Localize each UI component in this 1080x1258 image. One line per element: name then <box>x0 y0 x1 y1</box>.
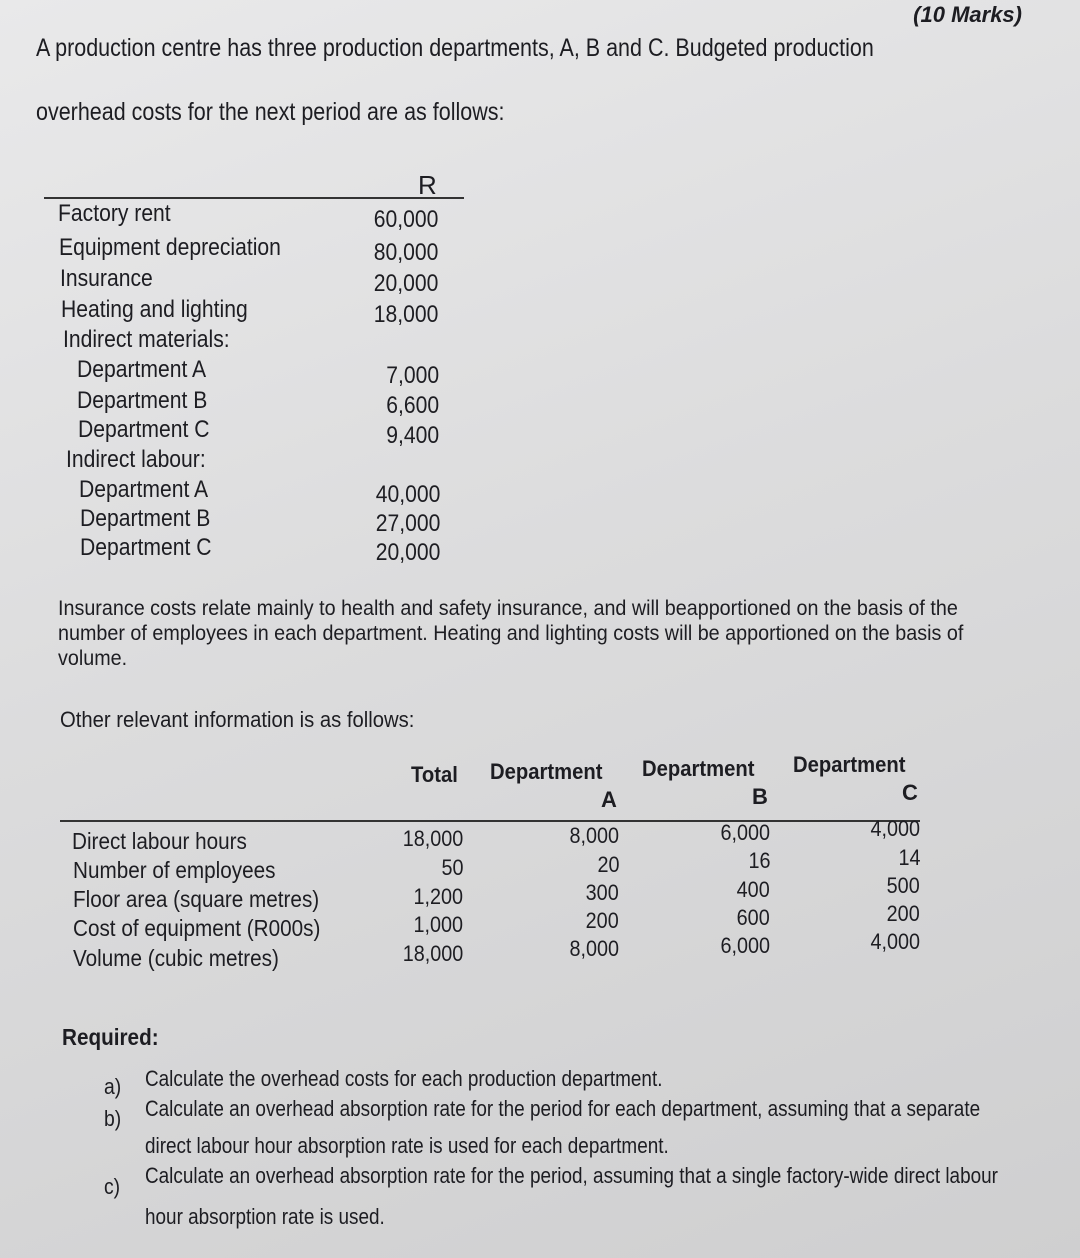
header-dept-c: Department <box>793 752 906 777</box>
cell-total: 50 <box>440 855 463 880</box>
row-label: Floor area (square metres) <box>73 886 320 912</box>
cost-row-value: 9,400 <box>386 422 439 449</box>
cell-total: 1,200 <box>413 884 463 909</box>
cell-dept-c: 14 <box>897 845 920 870</box>
cost-row-label: Department A <box>77 356 207 383</box>
cost-row-value: 27,000 <box>375 510 440 537</box>
cost-row-label: Department B <box>80 505 211 532</box>
required-heading: Required: <box>62 1024 159 1050</box>
cell-total: 1,000 <box>413 912 463 937</box>
row-label: Number of employees <box>73 857 276 883</box>
header-total: Total <box>411 762 458 787</box>
header-dept-a: Department <box>490 759 603 784</box>
cost-row-label: Heating and lighting <box>61 296 248 323</box>
cost-row-value: 20,000 <box>375 539 440 566</box>
cell-dept-a: 200 <box>585 908 619 933</box>
cell-dept-a: 8,000 <box>569 823 619 848</box>
cost-currency-header: R <box>418 170 437 200</box>
cost-table-rule <box>44 197 464 199</box>
cost-row-label: Insurance <box>60 265 153 292</box>
cell-dept-b: 600 <box>736 905 770 930</box>
header-dept-a-letter: A <box>601 787 617 812</box>
cell-dept-c: 500 <box>886 873 920 898</box>
cost-row-label: Department C <box>78 416 210 443</box>
cell-dept-a: 8,000 <box>569 936 619 961</box>
row-label: Cost of equipment (R000s) <box>73 915 321 941</box>
cell-dept-b: 16 <box>747 848 770 873</box>
cell-dept-a: 300 <box>585 880 619 905</box>
required-item-text: Calculate an overhead absorption rate for the period, assuming that a single factory-wide direct labour <box>145 1163 998 1188</box>
cost-row-value: 18,000 <box>373 301 438 328</box>
cost-row-value: 40,000 <box>375 481 440 508</box>
required-item-letter: c) <box>104 1174 121 1199</box>
required-item-letter: b) <box>104 1106 122 1131</box>
cost-row-value: 6,600 <box>386 392 439 419</box>
cell-dept-c: 4,000 <box>870 816 920 841</box>
intro-line-2: overhead costs for the next period are as follows: <box>36 98 505 126</box>
cell-dept-c: 4,000 <box>870 929 920 954</box>
cost-row-value: 80,000 <box>373 239 438 266</box>
header-dept-b: Department <box>642 756 755 781</box>
cell-total: 18,000 <box>402 941 463 966</box>
cost-row-label: Factory rent <box>58 200 171 227</box>
cost-row-label: Equipment depreciation <box>59 234 281 261</box>
cell-dept-b: 400 <box>736 877 770 902</box>
cost-row-label: Indirect labour: <box>66 446 206 473</box>
cost-row-label: Indirect materials: <box>63 326 230 353</box>
cost-row-label: Department C <box>80 534 212 561</box>
marks-label: (10 Marks) <box>913 2 1022 27</box>
required-item-text: direct labour hour absorption rate is used for each department. <box>145 1133 669 1158</box>
other-info-heading: Other relevant information is as follows: <box>60 707 415 732</box>
cost-row-value: 20,000 <box>373 270 438 297</box>
cost-row-value: 60,000 <box>373 206 438 233</box>
cost-row-label: Department B <box>77 387 208 414</box>
cell-total: 18,000 <box>402 826 463 851</box>
row-label: Volume (cubic metres) <box>73 945 279 971</box>
required-item-text: Calculate the overhead costs for each production department. <box>145 1066 663 1091</box>
header-dept-b-letter: B <box>752 784 768 809</box>
cost-row-label: Department A <box>79 476 209 503</box>
apportionment-paragraph: Insurance costs relate mainly to health and safety insurance, and will beapportioned on the basis of the number of employees in each department. Heating and lighting costs will be apportioned on the basis of volume. <box>58 597 964 670</box>
required-item-text: hour absorption rate is used. <box>145 1204 385 1229</box>
cell-dept-c: 200 <box>886 901 920 926</box>
row-label: Direct labour hours <box>72 828 247 854</box>
required-item-text: Calculate an overhead absorption rate for the period for each department, assuming that a separate <box>145 1096 981 1121</box>
cell-dept-b: 6,000 <box>720 933 770 958</box>
dept-table-rule <box>60 820 920 822</box>
cell-dept-b: 6,000 <box>720 820 770 845</box>
required-item-letter: a) <box>104 1074 122 1099</box>
cost-row-value: 7,000 <box>386 362 439 389</box>
cell-dept-a: 20 <box>596 852 619 877</box>
intro-line-1: A production centre has three production departments, A, B and C. Budgeted production <box>36 34 874 62</box>
header-dept-c-letter: C <box>902 780 918 805</box>
